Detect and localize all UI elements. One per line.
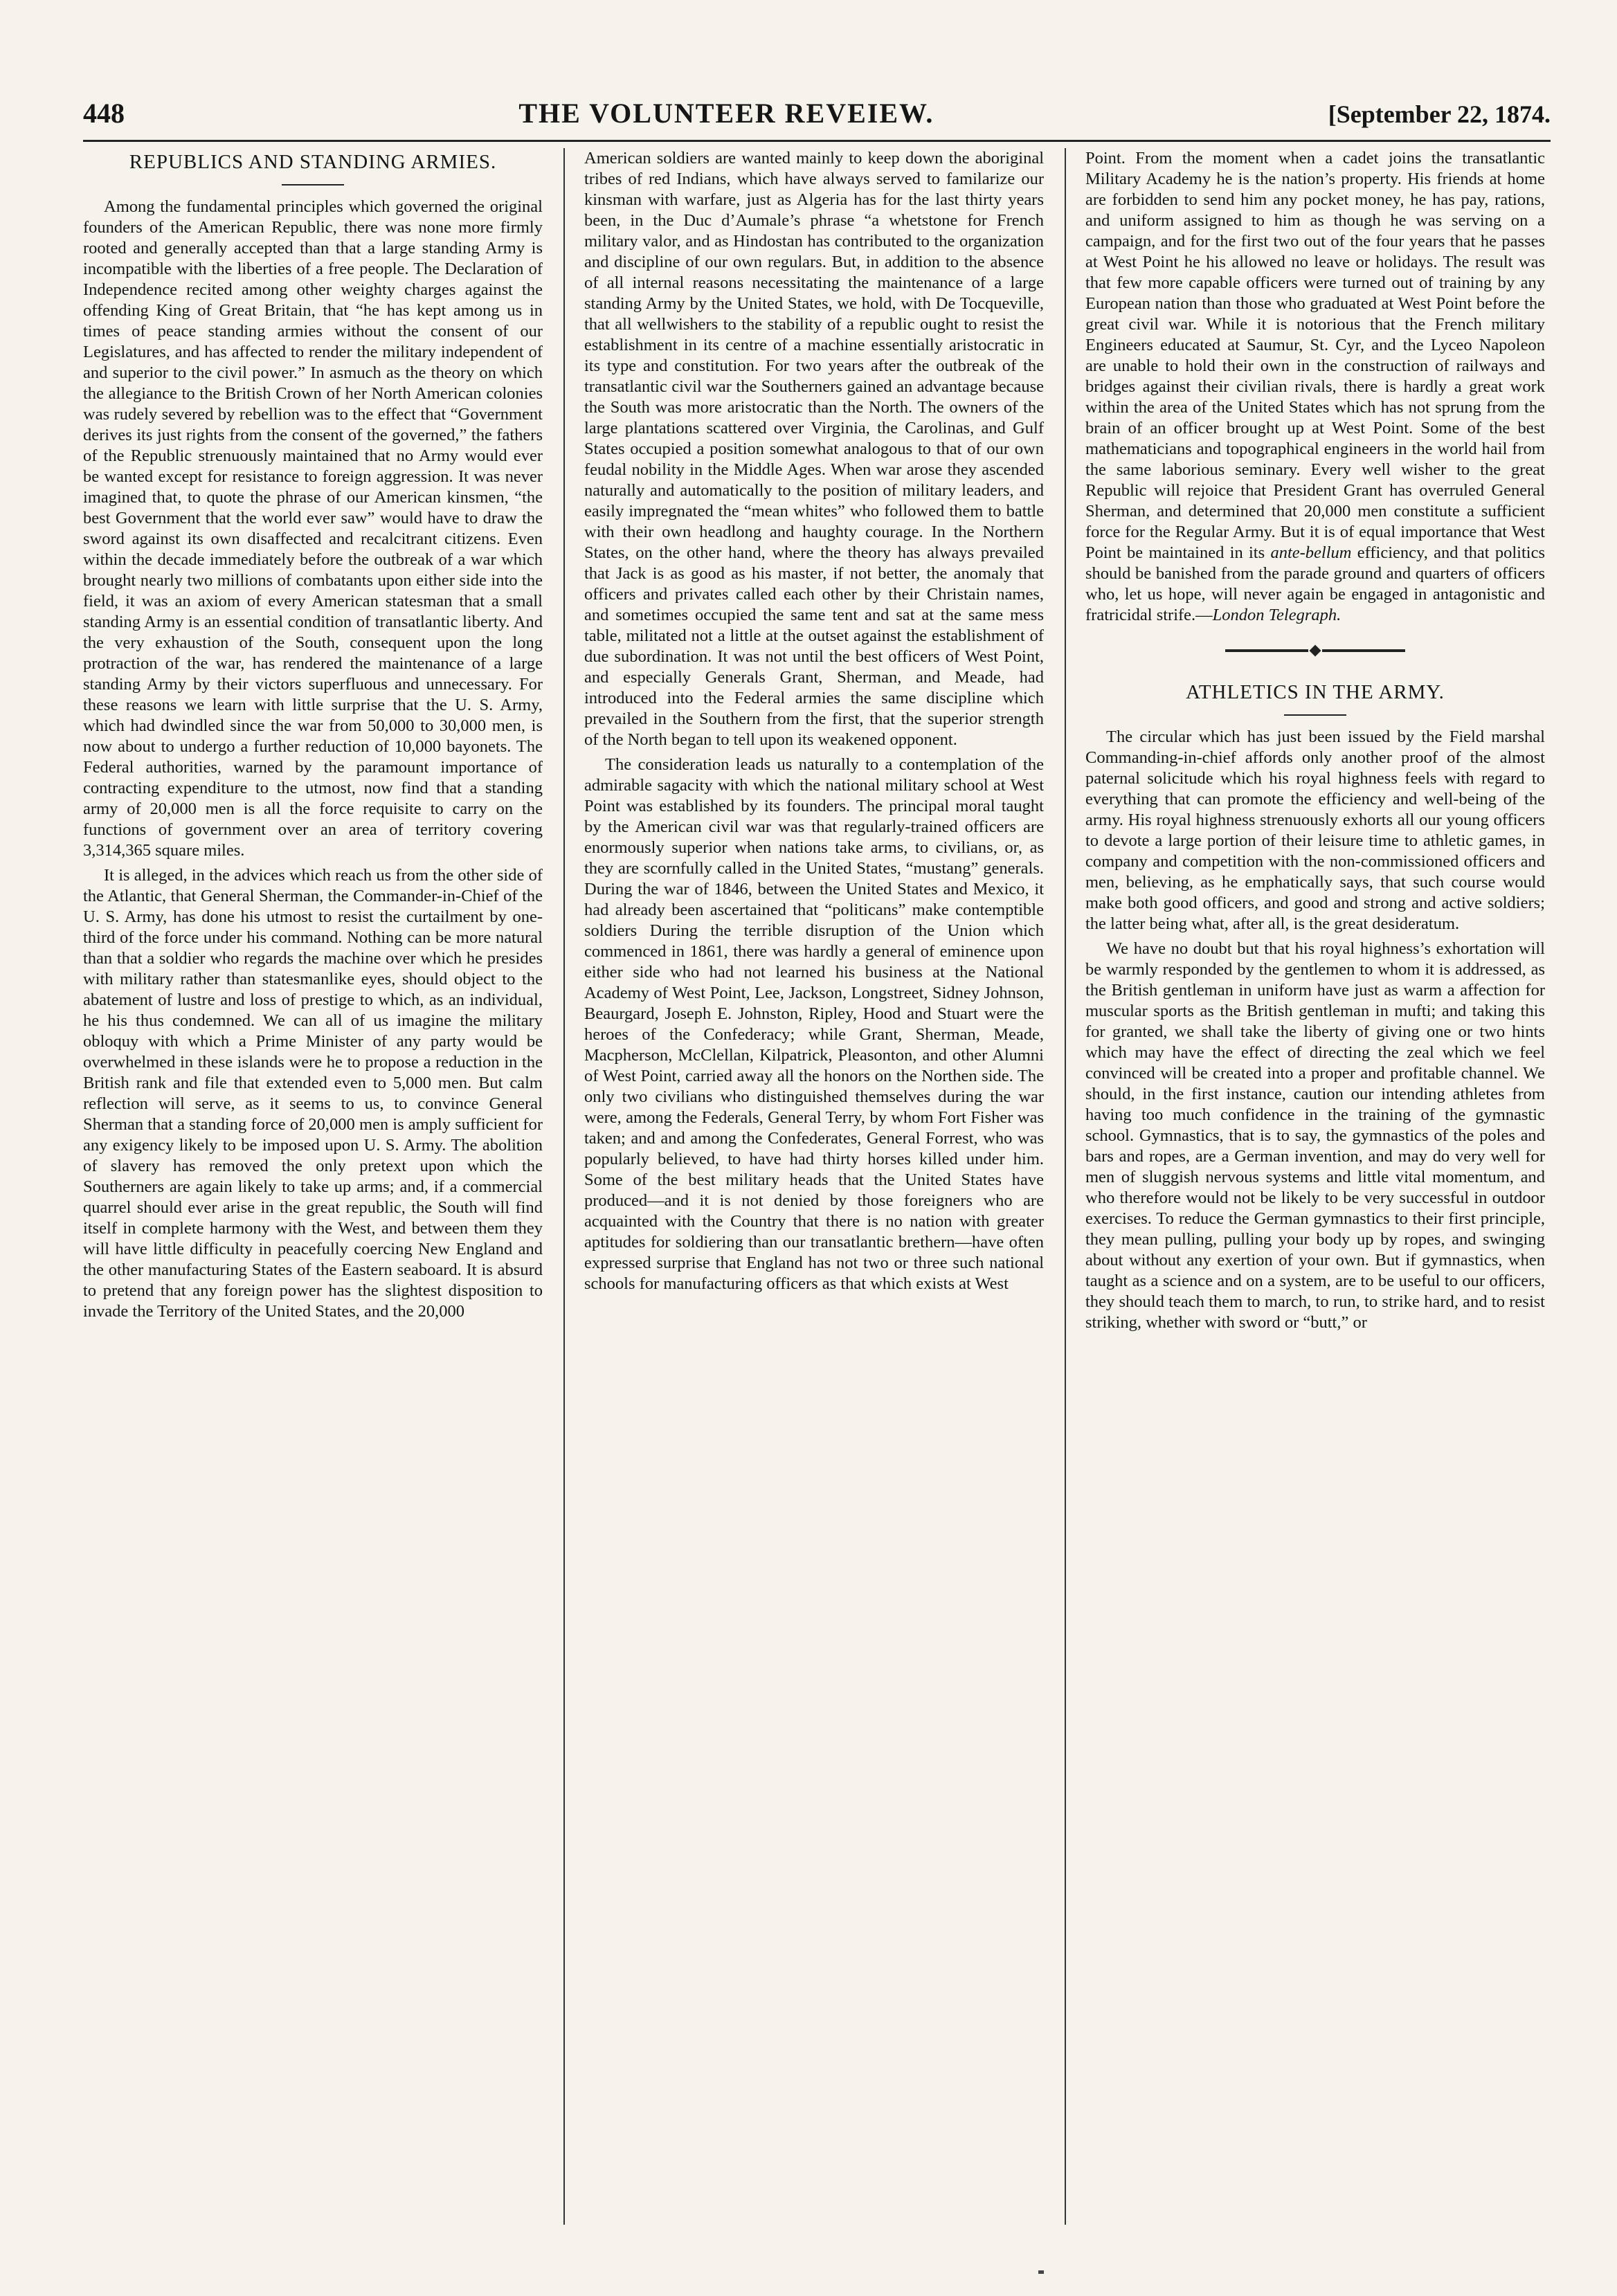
section-ornament [1085,647,1545,655]
article-text: efficiency, and that politics should be banished from the parade ground and quarters of officers who, let us hope, will never again be engaged in antagonistic and fratricidal strife.— [1085,543,1545,624]
ornament-bar [1225,649,1308,652]
article-title: ATHLETICS IN THE ARMY. [1186,681,1445,703]
article-paragraph: We have no doubt but that his royal highness’s exhortation will be warmly responded by the gentlemen to whom it is addressed, as the British gentleman in uniform have just as warm a affection for muscular sports as the British gentleman in mufti; and taking this for granted, we shall take the liberty of giving one or two hints which may have the effect of directing the zeal which we feel convinced will be created into a proper and profitable channel. We should, in the first instance, caution our intending athletes from having too much confidence in the training of the gymnastic school. Gymnastics, that is to say, the gymnastics of the poles and bars and ropes, are a German invention, and may do very well for men of sluggish nervous systems and little vital momentum, and who therefore would not be likely to be very successful in outdoor exercises. To reduce the German gymnastics to their first principle, they mean pulling, pulling your body up by ropes, and swinging about without any exertion of your own. But if gymnastics, when taught as a science and on a system, are to be useful to our officers, they should teach them to march, to run, to strike hard, and to resist striking, whether with sword or “butt,” or [1085,939,1545,1332]
page-number: 448 [83,98,125,129]
article-text: Point. From the moment when a cadet joins the transatlantic Military Academy he is the nation’s property. His friends at home are forbidden to send him any pocket money, he has pay, rations, and uniform assigned to him as though he was serving on a campaign, and for the first two out of the four years that he passes at West Point he his allowed no leave or holidays. The result was that few more capable officers were turned out of training by any European nation than those who graduated at West Point before the great civil war. While it is notorious that the French military Engineers educated at Saumur, St. Cyr, and the Lyceo Napoleon are unable to hold their own in the construction of railways and bridges against their civilian rivals, there is hardly a great work within the area of the United States which has not sprung from the brain of an officer brought up at West Point. Some of the best mathematicians and topographical engineers in the world hail from the same laborious seminary. Every well wisher to the great Republic will rejoice that President Grant has overruled General Sherman, and determined that 20,000 men constitute a sufficient force for the Regular Army. But it is of equal importance that West Point be maintained in its [1085,149,1545,562]
print-mark [1038,2270,1044,2274]
page-header [83,97,1551,136]
ornament-bar [1322,649,1405,652]
article-paragraph: American soldiers are wanted mainly to keep down the aboriginal tribes of red Indians, which have always served to familarize our kinsman with warfare, just as Algeria has for the last thirty years been, in the Duc d’Aumale’s phrase “a whetstone for French military valor, and as Hindostan has contributed to the organization and discipline of our own regulars. But, in addition to the absence of all internal reasons necessitating the maintenance of a large standing Army by the United States, we hold, with De Tocqueville, that all wellwishers to the stability of a republic ought to resist the establishment in its centre of a machine essentially aristocratic in its type and constitution. For two years after the outbreak of the transatlantic civil war the Southerners gained an advantage because the South was more aristocratic than the North. The owners of the large plantations scattered over Virginia, the Carolinas, and Gulf States occupied a position somewhat analogous to that of our own feudal nobility in the Middle Ages. When war arose they ascended naturally and automatically to the position of military leaders, and easily impregnated the “mean whites” who followed them to battle with their own headlong and haughty courage. In the Northern States, on the other hand, where the theory has always prevailed that Jack is as good as his master, if not better, the anomaly that officers and privates called each other by their Christain names, and sometimes occupied the same tent and sat at the same mess table, militated not a little at the outset against the establishment of due subordination. It was not until the best officers of West Point, and especially Generals Grant, Sherman, and Meade, had introduced into the Federal armies the same discipline which prevailed in the Southern from the first, that the superior strength of the North began to tell upon its weakened opponent. [584,149,1044,749]
ornament-diamond [1310,645,1321,657]
column-3 [1085,148,1545,2225]
article-paragraph: The consideration leads us naturally to a contemplation of the admirable sagacity with which the national military school at West Point was established by its founders. The principal moral taught by the American civil war was that regularly-trained officers are enormously superior when nations take arms, to civilians, or, as they are scornfully called in the United States, “mustang” generals. During the war of 1846, between the United States and Mexico, it had already been ascertained that “politicans” make contemptible soldiers During the terrible disruption of the Union which commenced in 1861, there was hardly a general of eminence upon either side who had not learned his business at the National Academy of West Point, Lee, Jackson, Longstreet, Sidney Johnson, Beaurgard, Joseph E. Johnston, Ripley, Hood and Stuart were the heroes of the Confederacy; while Grant, Sherman, Meade, Macpherson, McClellan, Kilpatrick, Pleasonton, and other Alumni of West Point, carried away all the honors on the Northen side. The only two civilians who distinguished themselves during the war were, among the Federals, General Terry, by whom Fort Fisher was taken; and and among the Confederates, General Forrest, who was popularly believed, to have had thirty horses killed under him. Some of the best military heads that the United States have produced—and it is not denied by those foreigners who are acquainted with the Country that there is no nation with greater aptitudes for soldiering than our transatlantic brethern—have often expressed surprise that England has not two or three such national schools for manufacturing officers as that which exists at West [584,755,1044,1293]
issue-date: [September 22, 1874. [1328,100,1551,128]
italic-term: ante-bellum [1270,543,1352,562]
column-divider [1065,148,1066,2225]
article-paragraph [1085,148,1545,626]
masthead: THE VOLUNTEER REVEIEW. [518,98,934,129]
article-paragraph: Among the fundamental principles which governed the original founders of the American Republic, there was none more firmly rooted and generally accepted than that a large standing Army is incompatible with the liberties of a free people. The Declaration of Independence recited among other weighty charges against the offending King of Great Britain, that “he has kept among us in times of peace standing armies without the consent of our Legislatures, and has affected to render the military independent of and superior to the civil power.” In asmuch as the theory on which the allegiance to the British Crown of her North American colonies was rudely severed by rebellion was to the effect that “Government derives its just rights from the consent of the governed,” the fathers of the Republic strenuously maintained that no Army would ever be wanted except for resistance to foreign aggression. It was never imagined that, to quote the phrase of our American kinsmen, “the best Government that the world ever saw” would have to draw the sword against its own disaffected and recalcitrant citizens. Even within the decade immediately before the outbreak of a war which brought nearly two millions of combatants upon either side into the field, it was an axiom of every American statesman that a small standing Army is an essential condition of transatlantic liberty. And the very exhaustion of the South, consequent upon the long protraction of the war, has rendered the maintenance of a large standing Army by their victors superfluous and unnecessary. For these reasons we learn with little surprise that the U. S. Army, which had dwindled since the war from 50,000 to 30,000 men, is now about to undergo a further reduction of 10,000 bayonets. The Federal authorities, warned by the paramount importance of contracting expenditure to the utmost, now find that a standing army of 20,000 men is all the force requisite to carry on the functions of government over an area of territory covering 3,314,365 square miles. [83,197,543,860]
column-divider [563,148,565,2225]
title-rule [282,184,344,186]
title-rule [1284,714,1346,716]
article-paragraph: The circular which has just been issued by the Field marshal Commanding-in-chief affords only another proof of the almost paternal solicitude which his royal highness feels with regard to everything that can promote the efficiency and well-being of the army. His royal highness strenuously exhorts all our young officers to devote a large portion of their leisure time to athletic games, in company and competition with the non-commissioned officers and men, believing, as he emphatically says, that such course would make both good officers, and good and strong and active soldiers; the latter being what, after all, is the great desideratum. [1085,727,1545,933]
article-title: REPUBLICS AND STANDING ARMIES. [129,151,497,173]
header-rule [83,140,1551,142]
newspaper-page [83,97,1551,2243]
source-credit: London Telegraph. [1212,606,1342,624]
article-paragraph: It is alleged, in the advices which reach us from the other side of the Atlantic, that General Sherman, the Commander-in-Chief of the U. S. Army, has done his utmost to resist the curtailment by one-third of the force under his command. Nothing can be more natural than that a soldier who regards the machine over which he presides with military rather than statesmanlike eyes, should object to the abatement of lustre and loss of prestige to which, as an individual, he his thus condemned. We can all of us imagine the military obloquy with which a Prime Minister of any party would be overwhelmed in these islands were he to propose a reduction in the British rank and file that extended even to 5,000 men. But calm reflection will serve, as it seems to us, to convince General Sherman that a standing force of 20,000 men is amply sufficient for any exigency likely to be imposed upon U. S. Army. The abolition of slavery has removed the only pretext upon which the Southerners are again likely to take up arms; and, if a commercial quarrel should ever arise in the great republic, the South will find itself in complete harmony with the West, and between them they will have little difficulty in peacefully coercing New England and the other manufacturing States of the Eastern seaboard. It is absurd to pretend that any foreign power has the slightest disposition to invade the Territory of the United States, and the 20,000 [83,866,543,1321]
column-1 [83,148,543,2225]
column-2 [584,148,1044,2225]
